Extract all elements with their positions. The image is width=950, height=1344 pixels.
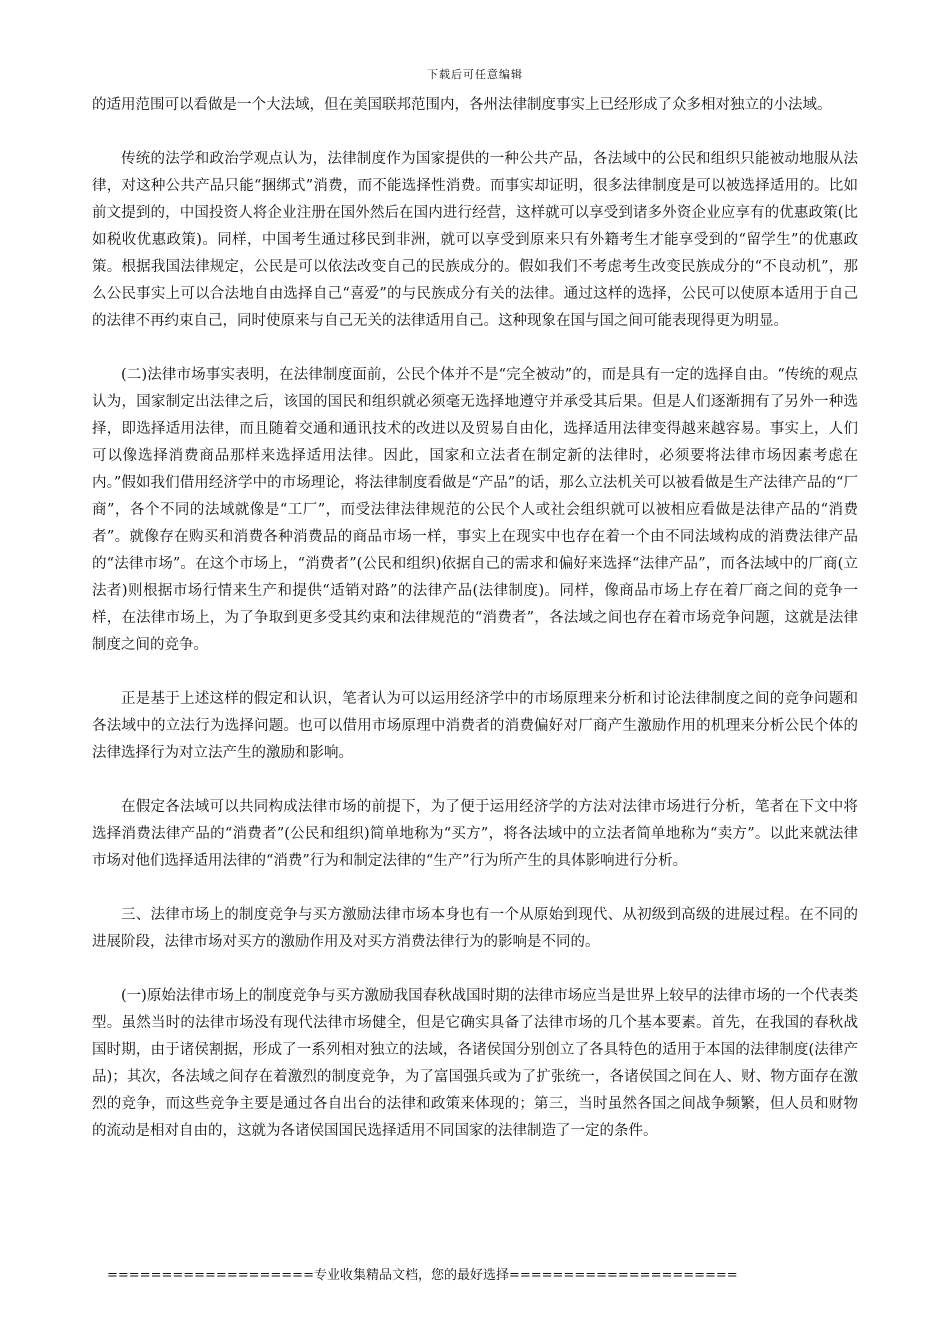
paragraph-5: 在假定各法域可以共同构成法律市场的前提下，为了便于运用经济学的方法对法律市场进行分析，笔者在下文中将选择消费法律产品的“消费者”(公民和组织)简单地称为“买方”，将各法域中的立法者简单地称为“卖方”。以此来就法律市场对他们选择适用法律的“消费”行为和制定法律的“生产”行为所产生的具体影响进行分析。 (92, 799, 858, 869)
paragraph-1: 的适用范围可以看做是一个大法域，但在美国联邦范围内，各州法律制度事实上已经形成了众多相对独立的小法域。 (92, 97, 832, 113)
paragraph-3: (二)法律市场事实表明，在法律制度面前，公民个体并不是“完全被动”的，而是具有一定的选择自由。“传统的观点认为，国家制定出法律之后，该国的国民和组织就必须毫无选择地遵守并承受其后果。但是人们逐渐拥有了另外一种选择，即选择适用法律，而且随着交通和通讯技术的改进以及贸易自由化，选择适用法律变得越来越容易。事实上，人们可以像选择消费商品那样来选择适用法律。因此，国家和立法者在制定新的法律时，必须要将法律市场因素考虑在内。”假如我们借用经济学中的市场理论，将法律制度看做是“产品”的话，那么立法机关可以被看做是生产法律产品的“厂商”，各个不同的法域就像是“工厂”，而受法律法律规范的公民个人或社会组织就可以被相应看做是法律产品的“消费者”。就像存在购买和消费各种消费品的商品市场一样，事实上在现实中也存在着一个由不同法域构成的消费法律产品的“法律市场”。在这个市场上，“消费者”(公民和组织)依据自己的需求和偏好来选择“法律产品”，而各法域中的厂商(立法者)则根据市场行情来生产和提供“适销对路”的法律产品(法律制度)。同样，像商品市场上存在着厂商之间的竞争一样，在法律市场上，为了争取到更多受其约束和法律规范的“消费者”，各法域之间也存在着市场竞争问题，这就是法律制度之间的竞争。 (92, 367, 858, 653)
document-body (92, 92, 858, 1172)
page-header: 下载后可任意编辑 (427, 68, 523, 81)
paragraph-7: (一)原始法律市场上的制度竞争与买方激励我国春秋战国时期的法律市场应当是世界上较早的法律市场的一个代表类型。虽然当时的法律市场没有现代法律市场健全，但是它确实具备了法律市场的几个基本要素。首先，在我国的春秋战国时期，由于诸侯割据，形成了一系列相对独立的法域，各诸侯国分别创立了各具特色的适用于本国的法律制度(法律产品)；其次，各法域之间存在着激烈的制度竞争，为了富国强兵或为了扩张统一，各诸侯国之间在人、财、物方面存在激烈的竞争，而这些竞争主要是通过各自出台的法律和政策来体现的；第三，当时虽然各国之间战争频繁，但人员和财物的流动是相对自由的，这就为各诸侯国国民选择适用不同国家的法律制造了一定的条件。 (92, 988, 858, 1139)
paragraph-4: 正是基于上述这样的假定和认识，笔者认为可以运用经济学中的市场原理来分析和讨论法律制度之间的竞争问题和各法域中的立法行为选择问题。也可以借用市场原理中消费者的消费偏好对厂商产生激励作用的机理来分析公民个体的法律选择行为对立法产生的激励和影响。 (92, 691, 858, 761)
page-footer: ===================专业收集精品文档，您的最好选择===================== (107, 1268, 738, 1283)
paragraph-2: 传统的法学和政治学观点认为，法律制度作为国家提供的一种公共产品，各法域中的公民和组织只能被动地服从法律，对这种公共产品只能“捆绑式”消费，而不能选择性消费。而事实却证明，很多法律制度是可以被选择适用的。比如前文提到的，中国投资人将企业注册在国外然后在国内进行经营，这样就可以享受到诸多外资企业应享有的优惠政策(比如税收优惠政策)。同样，中国考生通过移民到非洲，就可以享受到原来只有外籍考生才能享受到的“留学生”的优惠政策。根据我国法律规定，公民是可以依法改变自己的民族成分的。假如我们不考虑考生改变民族成分的“不良动机”，那么公民事实上可以合法地自由选择自己“喜爱”的与民族成分有关的法律。通过这样的选择，公民可以使原本适用于自己的法律不再约束自己，同时使原来与自己无关的法律适用自己。这种现象在国与国之间可能表现得更为明显。 (92, 151, 858, 329)
paragraph-6: 三、法律市场上的制度竞争与买方激励法律市场本身也有一个从原始到现代、从初级到高级的进展过程。在不同的进展阶段，法律市场对买方的激励作用及对买方消费法律行为的影响是不同的。 (92, 907, 858, 950)
